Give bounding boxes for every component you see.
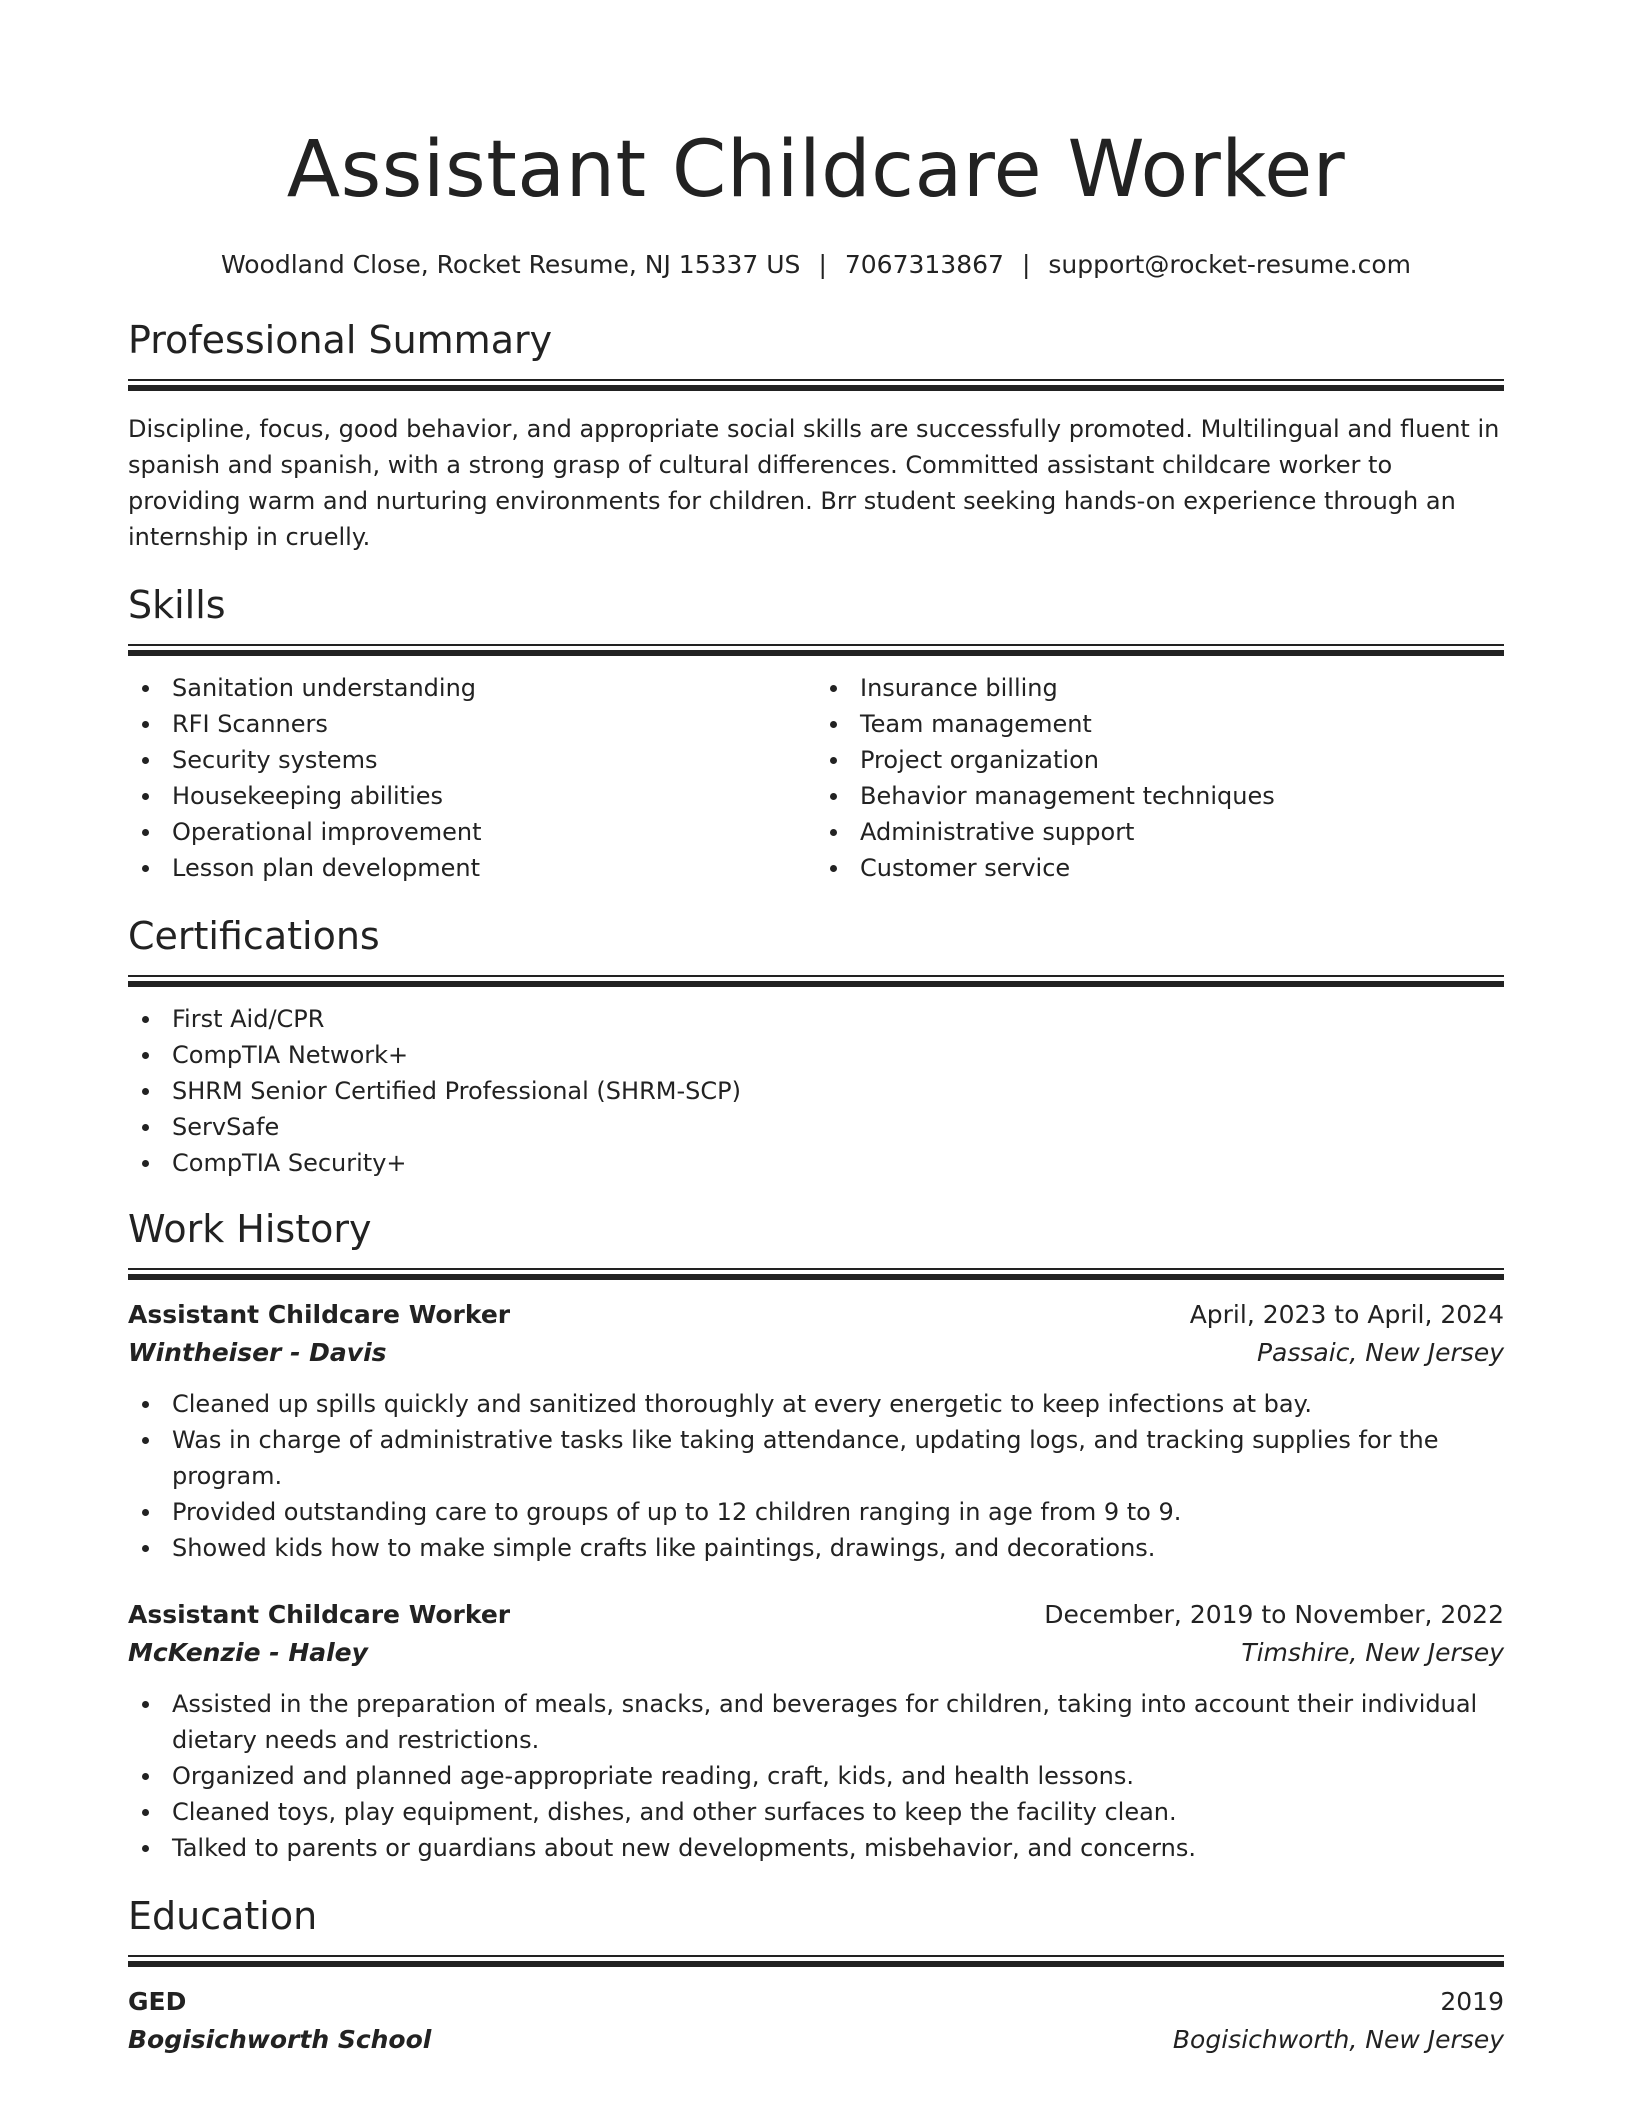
job-bullet: Provided outstanding care to groups of up to 12 children ranging in age from 9 to 9. bbox=[128, 1494, 1504, 1530]
job-bullets bbox=[128, 1386, 1504, 1566]
contact-separator: | bbox=[818, 250, 827, 279]
job-company-row bbox=[128, 1334, 1504, 1372]
summary-heading: Professional Summary bbox=[128, 318, 553, 362]
job-bullets bbox=[128, 1686, 1504, 1866]
certification-item: ServSafe bbox=[128, 1109, 1504, 1145]
education-section bbox=[128, 1892, 1504, 2059]
job-dates: December, 2019 to November, 2022 bbox=[1044, 1600, 1504, 1629]
education-school: Bogisichworth School bbox=[128, 2025, 432, 2054]
job-bullet: Assisted in the preparation of meals, snacks, and beverages for children, taking into account their individual dietary needs and restrictions. bbox=[128, 1686, 1504, 1758]
contact-address: Woodland Close, Rocket Resume, NJ 15337 US bbox=[221, 250, 801, 279]
certification-item: SHRM Senior Certified Professional (SHRM-SCP) bbox=[128, 1073, 1504, 1109]
skill-item: Administrative support bbox=[816, 814, 1504, 850]
job-header-row bbox=[128, 1296, 1504, 1334]
skill-item: Housekeeping abilities bbox=[128, 778, 816, 814]
education-heading: Education bbox=[128, 1894, 318, 1938]
summary-section bbox=[128, 316, 1504, 555]
resume-name: Assistant Childcare Worker bbox=[286, 125, 1346, 215]
education-header-row bbox=[128, 1983, 1504, 2021]
education-year: 2019 bbox=[1440, 1987, 1504, 2016]
skills-section bbox=[128, 581, 1504, 886]
job-location: Timshire, New Jersey bbox=[1241, 1638, 1504, 1667]
skills-columns bbox=[128, 670, 1504, 886]
job-bullet: Showed kids how to make simple crafts like paintings, drawings, and decorations. bbox=[128, 1530, 1504, 1566]
contact-separator: | bbox=[1021, 250, 1031, 279]
job-header-row bbox=[128, 1596, 1504, 1634]
certification-item: CompTIA Network+ bbox=[128, 1037, 1504, 1073]
education-entry bbox=[128, 1983, 1504, 2059]
job-bullet: Cleaned toys, play equipment, dishes, and other surfaces to keep the facility clean. bbox=[128, 1794, 1504, 1830]
contact-line bbox=[128, 248, 1504, 282]
education-school-row bbox=[128, 2021, 1504, 2059]
skill-item: Insurance billing bbox=[816, 670, 1504, 706]
work-section bbox=[128, 1205, 1504, 1866]
skill-item: Project organization bbox=[816, 742, 1504, 778]
certification-item: First Aid/CPR bbox=[128, 1001, 1504, 1037]
job-bullet: Organized and planned age-appropriate reading, craft, kids, and health lessons. bbox=[128, 1758, 1504, 1794]
skill-item: Operational improvement bbox=[128, 814, 816, 850]
section-divider bbox=[128, 644, 1504, 656]
job-dates: April, 2023 to April, 2024 bbox=[1189, 1300, 1504, 1329]
section-divider bbox=[128, 1955, 1504, 1967]
skills-heading: Skills bbox=[128, 583, 226, 627]
section-divider bbox=[128, 379, 1504, 391]
job-company: Wintheiser - Davis bbox=[128, 1338, 387, 1367]
skill-item: Behavior management techniques bbox=[816, 778, 1504, 814]
skill-item: Sanitation understanding bbox=[128, 670, 816, 706]
job-title: Assistant Childcare Worker bbox=[128, 1600, 511, 1629]
job-location: Passaic, New Jersey bbox=[1256, 1338, 1504, 1367]
section-divider bbox=[128, 1268, 1504, 1280]
certifications-list bbox=[128, 1001, 1504, 1181]
job-bullet: Cleaned up spills quickly and sanitized thoroughly at every energetic to keep infections at bay. bbox=[128, 1386, 1504, 1422]
skill-item: Team management bbox=[816, 706, 1504, 742]
job-bullet: Talked to parents or guardians about new developments, misbehavior, and concerns. bbox=[128, 1830, 1504, 1866]
job-title: Assistant Childcare Worker bbox=[128, 1300, 511, 1329]
certifications-heading: Certifications bbox=[128, 914, 380, 958]
education-degree: GED bbox=[128, 1987, 187, 2016]
education-location: Bogisichworth, New Jersey bbox=[1172, 2025, 1504, 2054]
contact-phone: 7067313867 bbox=[844, 250, 1004, 279]
skill-item: Security systems bbox=[128, 742, 816, 778]
job-bullet: Was in charge of administrative tasks like taking attendance, updating logs, and tracking supplies for the program. bbox=[128, 1422, 1504, 1494]
contact-email: support@rocket-resume.com bbox=[1048, 250, 1411, 279]
certification-item: CompTIA Security+ bbox=[128, 1145, 1504, 1181]
job-entry bbox=[128, 1596, 1504, 1866]
skill-item: Lesson plan development bbox=[128, 850, 816, 886]
skills-list-right bbox=[816, 670, 1504, 886]
job-company: McKenzie - Haley bbox=[128, 1638, 368, 1667]
section-divider bbox=[128, 975, 1504, 987]
work-heading: Work History bbox=[128, 1207, 372, 1251]
skill-item: Customer service bbox=[816, 850, 1504, 886]
skills-list-left bbox=[128, 670, 816, 886]
certifications-section bbox=[128, 912, 1504, 1181]
job-company-row bbox=[128, 1634, 1504, 1672]
summary-text: Discipline, focus, good behavior, and appropriate social skills are successfully promoted. Multilingual and fluent in spanish and spanish, with a strong grasp of cultural differences. Committed assistant childcare worker to providing warm and nurturing environments for children. Brr student seeking hands-on experience through an internship in cruelly. bbox=[128, 415, 1500, 551]
job-entry bbox=[128, 1296, 1504, 1566]
skill-item: RFI Scanners bbox=[128, 706, 816, 742]
